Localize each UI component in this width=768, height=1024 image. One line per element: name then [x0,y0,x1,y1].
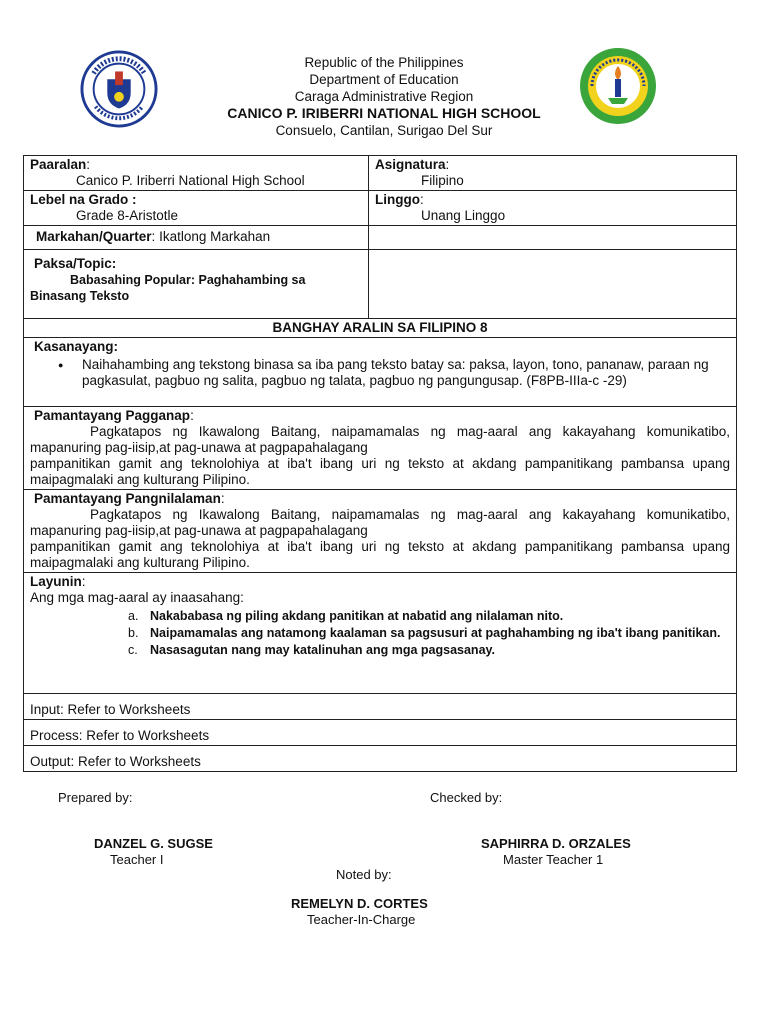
layunin-text: Nasasagutan nang may katalinuhan ang mga pagsasanay. [150,643,496,657]
layunin-label: Layunin [30,574,82,589]
kasanayang-item: ● Naihahambing ang tekstong binasa sa iba pang teksto batay sa: paksa, layon, tono, pananaw, paraan ng pagkasulat, pagbuo ng salita, pagbuo ng talata, pagbuo ng pangungusap. (F8PB-IIIa-c -29) [82,357,730,389]
header-address: Consuelo, Cantilan, Surigao Del Sur [275,123,493,138]
layunin-text: Naipamamalas ang natamong kaalaman sa pagsusuri at paghahambing ng iba't ibang panitikan. [150,626,721,640]
row-paksa [24,250,737,319]
pagganap-label: Pamantayang Pagganap [34,408,191,423]
row-markahan [24,226,737,250]
linggo-label: Linggo [375,192,420,207]
layunin-marker: c. [128,643,138,657]
noted-name: REMELYN D. CORTES [291,896,428,911]
row-kasanayang [24,338,737,407]
asignatura-label: Asignatura [375,157,446,172]
lesson-plan-table [23,155,737,772]
cell-pangnilalaman: Pamantayang Pangnilalaman: Pagkatapos ng Ikawalong Baitang, naipamamalas ng mag-aaral ang kakayahang komunikatibo, mapanuring pag-iisip,at pag-unawa at pagpapahalagang pampanitikan gamit ang teknolohiya at iba't ibang uri ng teksto at akdang pampanitikang pambansa upang maipagmalaki ang kulturang Pilipino. [24,490,737,573]
asignatura-value: Filipino [421,173,464,188]
paaralan-label: Paaralan [30,157,87,172]
cell-empty-2 [369,250,737,319]
row-pagganap [24,407,737,490]
layunin-marker: b. [128,626,139,640]
header-line-region: Caraga Administrative Region [294,89,474,104]
layunin-text: Nakababasa ng piling akdang panitikan at nabatid ang nilalaman nito. [150,609,564,623]
lebel-value: Grade 8-Aristotle [76,208,179,223]
cell-layunin: Layunin: Ang mga mag-aaral ay inaasahang: a. Nakababasa ng piling akdang panitikan at nabatid ang nilalaman nito. b. Naipamamalas ang natamong kaalaman sa pagsusuri at paghahambing ng iba't ibang panitikan. c. Nasasagutan nang may katalinuhan ang mga pagsasanay. [24,573,737,694]
checked-name: SAPHIRRA D. ORZALES [481,836,631,851]
lebel-label: Lebel na Grado : [30,192,137,207]
noted-by-label: Noted by: [336,867,392,882]
cell-pagganap: Pamantayang Pagganap: Pagkatapos ng Ikawalong Baitang, naipamamalas ng mag-aaral ang kakayahang komunikatibo, mapanuring pag-iisip,at pag-unawa at pagpapahalagang pampanitikan gamit ang teknolohiya at iba't ibang uri ng teksto at akdang pampanitikang pambansa upang maipagmalaki ang kulturang Pilipino. [24,407,737,490]
paaralan-value: Canico P. Iriberri National High School [76,173,305,188]
cell-input: Input: Refer to Worksheets [24,694,737,720]
lesson-plan-title: BANGHAY ARALIN SA FILIPINO 8 [24,319,737,338]
row-input [24,694,737,720]
noted-title: Teacher-In-Charge [307,912,416,927]
document-header [0,54,768,139]
layunin-item-b [128,625,730,642]
markahan-value: Ikatlong Markahan [159,229,271,244]
pagganap-text: Pagkatapos ng Ikawalong Baitang, naipamamalas ng mag-aaral ang kakayahang komunikatibo, mapanuring pag-iisip,at pag-unawa at pagpapahalagang [30,424,730,455]
checked-by-label: Checked by: [430,790,503,805]
row-lebel [24,191,737,226]
linggo-value: Unang Linggo [421,208,506,223]
pangnilalaman-label: Pamantayang Pangnilalaman [34,491,221,506]
prepared-name: DANZEL G. SUGSE [94,836,213,851]
markahan-label: Markahan/Quarter [36,229,152,244]
prepared-title: Teacher I [110,852,164,867]
pagganap-text2: pampanitikan gamit ang teknolohiya at iba't ibang uri ng teksto at akdang pampanitikang pambansa upang maipagmalaki ang kulturang Pilipino. [30,456,730,487]
cell-lebel [24,191,369,226]
kasanayang-label: Kasanayang: [34,339,119,354]
cell-linggo: Linggo: Unang Linggo [369,191,737,226]
pangnilalaman-text: Pagkatapos ng Ikawalong Baitang, naipamamalas ng mag-aaral ang kakayahang komunikatibo, mapanuring pag-iisip,at pag-unawa at pagpapahalagang [30,507,730,538]
cell-output: Output: Refer to Worksheets [24,746,737,772]
row-process [24,720,737,746]
row-pangnilalaman [24,490,737,573]
cell-markahan: Markahan/Quarter: Ikatlong Markahan [24,226,369,250]
layunin-marker: a. [128,609,139,623]
cell-asignatura: Asignatura: Filipino [369,156,737,191]
checked-title: Master Teacher 1 [503,852,604,867]
row-output [24,746,737,772]
row-title [24,319,737,338]
cell-empty-1 [369,226,737,250]
cell-process: Process: Refer to Worksheets [24,720,737,746]
header-line-republic: Republic of the Philippines [304,55,464,70]
row-paaralan [24,156,737,191]
layunin-item-a [128,608,730,625]
layunin-list [30,608,730,659]
header-school-name: CANICO P. IRIBERRI NATIONAL HIGH SCHOOL [227,105,541,121]
kasanayang-list [30,357,730,389]
cell-paksa [24,250,369,319]
row-layunin [24,573,737,694]
paksa-label: Paksa/Topic: [34,256,117,271]
paksa-value: Babasahing Popular: Paghahambing sa Binasang Teksto [30,273,306,303]
layunin-intro: Ang mga mag-aaral ay inaasahang: [30,590,244,605]
cell-paaralan: Paaralan: Canico P. Iriberri National High School [24,156,369,191]
prepared-by-label: Prepared by: [58,790,133,805]
cell-kasanayang [24,338,737,407]
layunin-item-c [128,642,730,659]
pangnilalaman-text2: pampanitikan gamit ang teknolohiya at iba't ibang uri ng teksto at akdang pampanitikang pambansa upang maipagmalaki ang kulturang Pilipino. [30,539,730,570]
header-line-department: Department of Education [309,72,459,87]
